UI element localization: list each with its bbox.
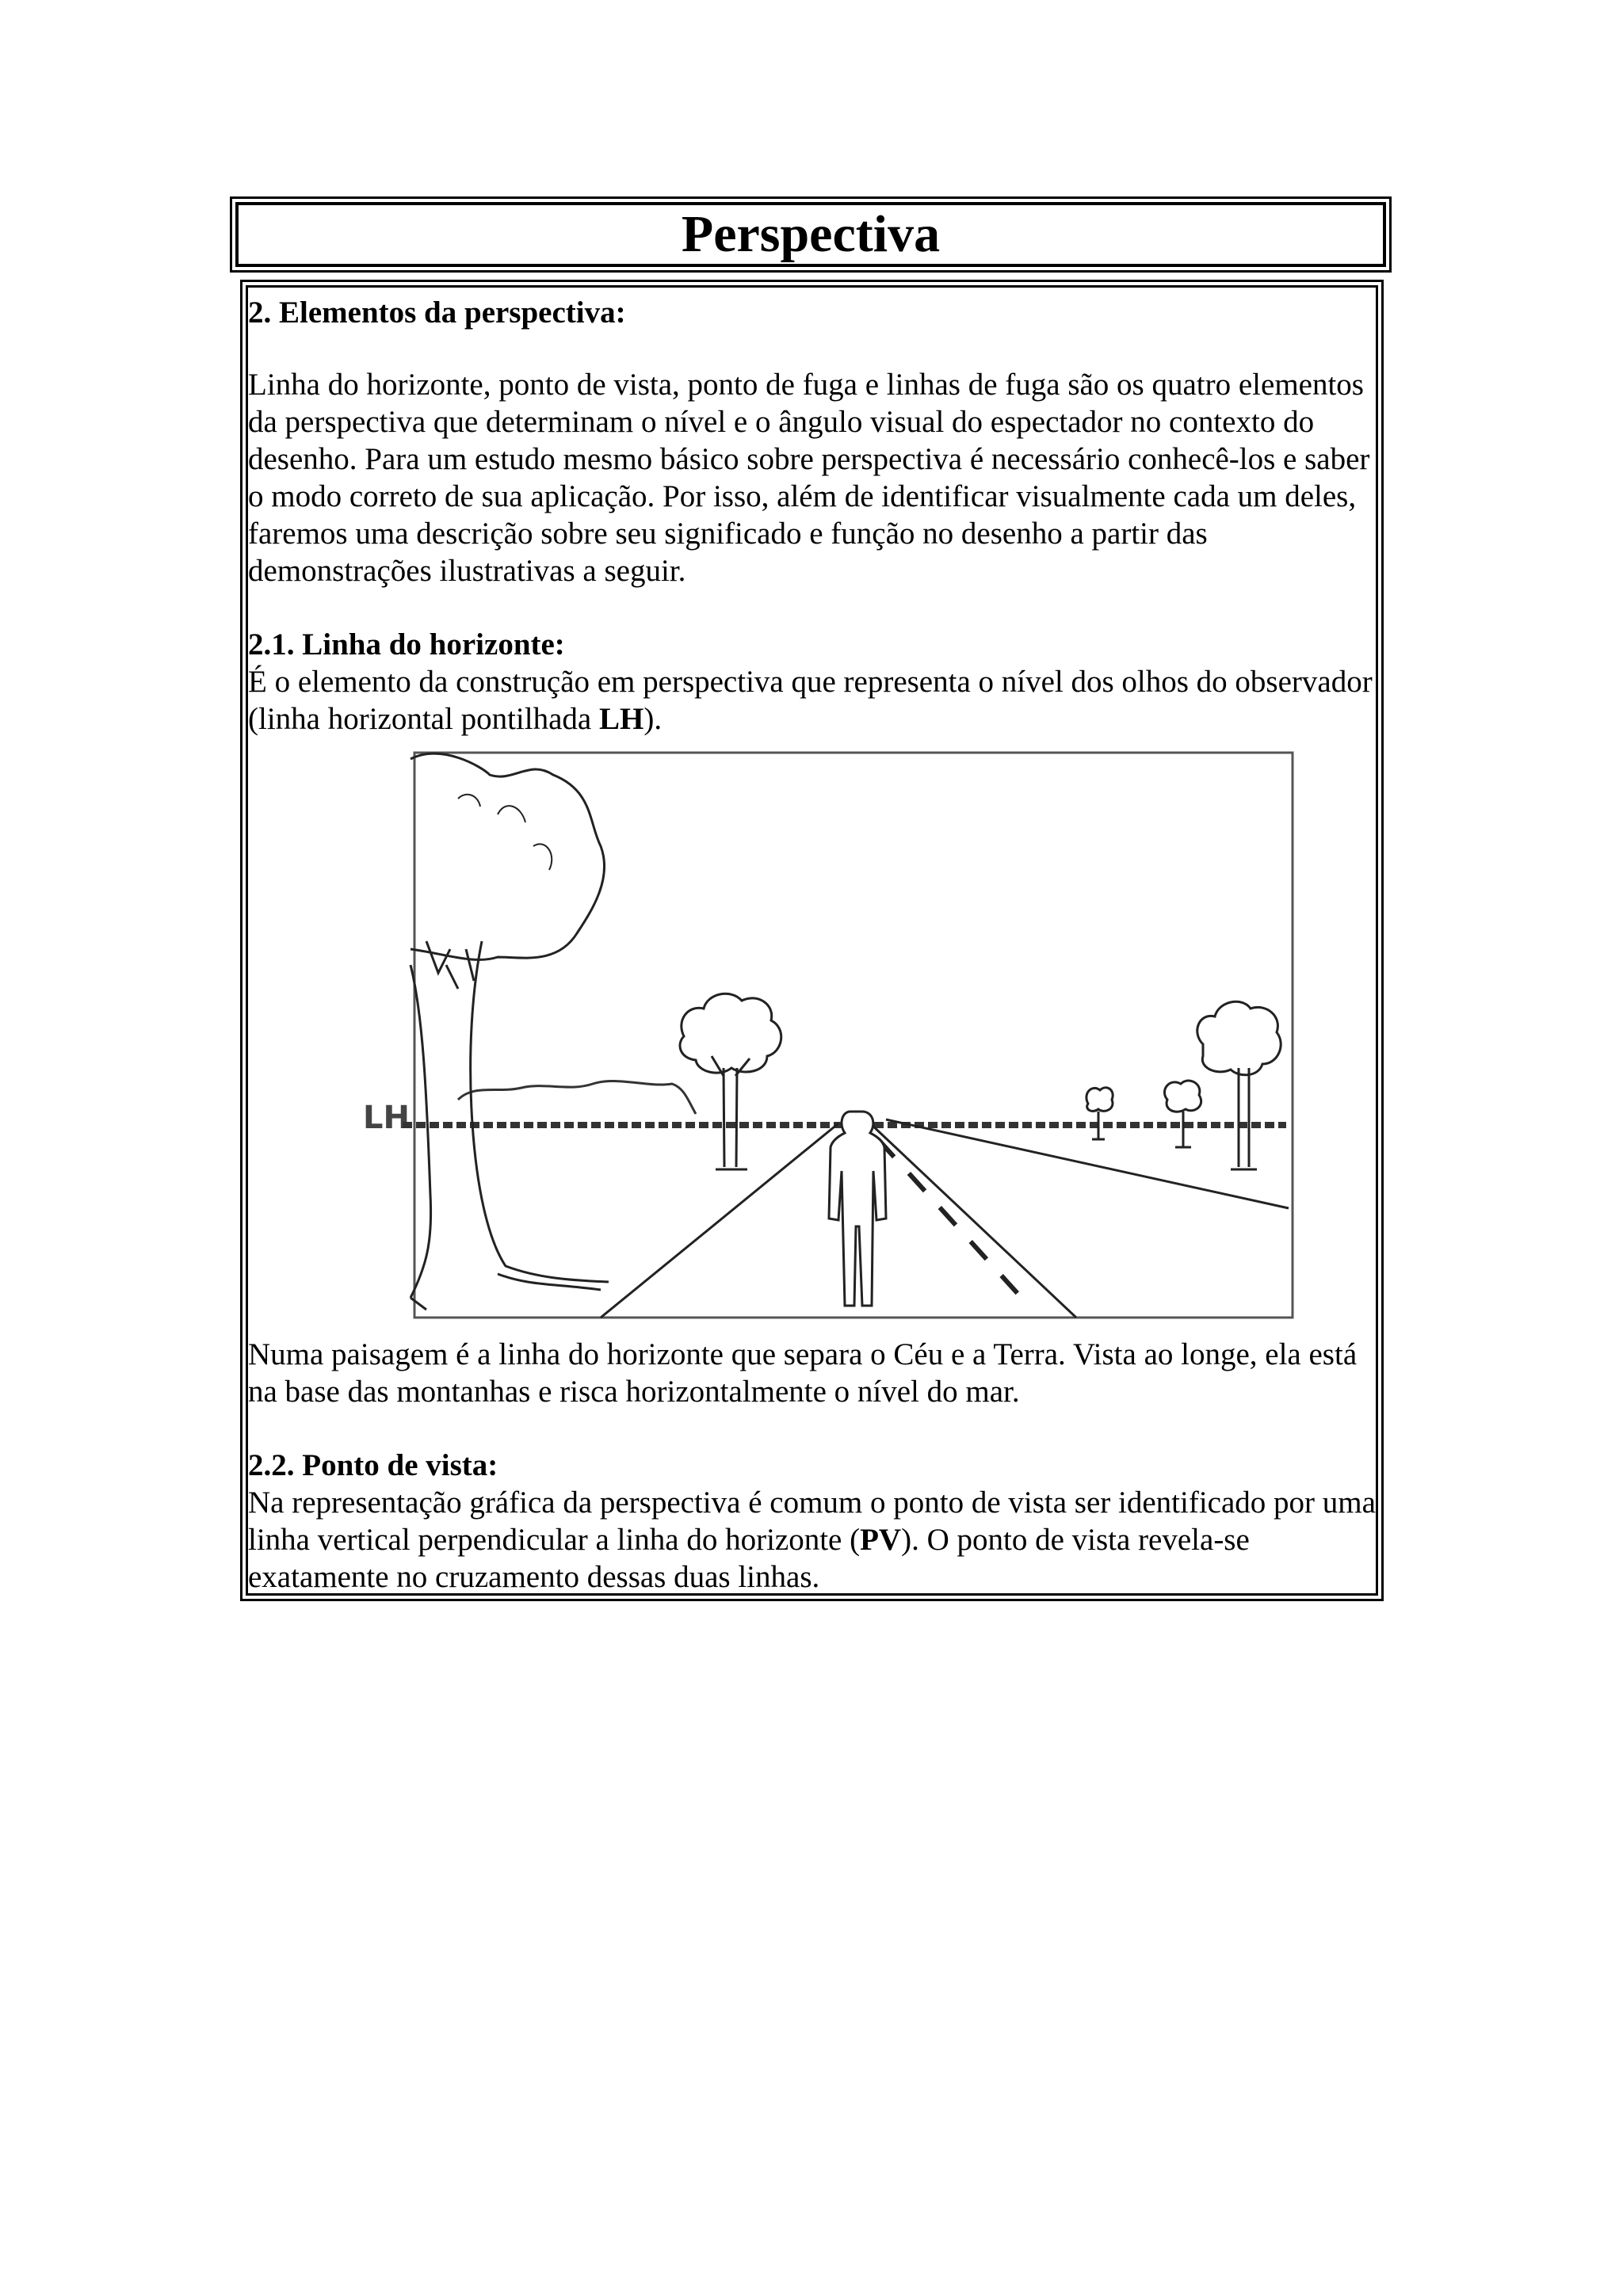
section-intro-paragraph: Linha do horizonte, ponto de vista, ponto de fuga e linhas de fuga são os quatro elementos da perspectiva que determinam o nível e o ângulo visual do espectador no contexto do desenho. Para um estudo mesmo básico sobre perspectiva é necessário conhecê-los e saber o modo correto de sua aplicação. Por isso, além de identificar visualmente cada um deles, faremos uma descrição sobre seu significado e função no desenho a partir das demonstrações ilustrativas a seguir. [248, 368, 1370, 588]
title-inner-frame [235, 202, 1386, 267]
section-heading: 2. Elementos da perspectiva: [248, 296, 626, 330]
content-frame [240, 280, 1384, 1601]
subsection-1-caption: Numa paisagem é a linha do horizonte que separa o Céu e a Terra. Vista ao longe, ela está na base das montanhas e risca horizontalmente o nível do mar. [248, 1337, 1358, 1409]
subsection-1-heading: 2.1. Linha do horizonte: [248, 627, 565, 662]
page-title: Perspectiva [681, 205, 941, 263]
subsection-1-text-before: É o elemento da construção em perspectiva que representa o nível dos olhos do observador (linha horizontal pontilhada [248, 665, 1373, 736]
title-frame [230, 196, 1392, 273]
subsection-2-heading: 2.2. Ponto de vista: [248, 1448, 498, 1482]
content-inner-frame [246, 285, 1378, 1596]
subsection-2-text-before: Na representação gráfica da perspectiva é comum o ponto de vista ser identificado por uma linha vertical perpendicular a linha do horizonte ( [248, 1486, 1376, 1557]
subsection-2-paragraph [248, 1484, 1377, 1596]
horizon-line-illustration [363, 751, 1290, 1319]
subsection-1-text-after: ). [643, 702, 663, 736]
subsection-2-bold-term: PV [860, 1523, 902, 1557]
subsection-2-text-after: ). O ponto de vista revela-se exatamente no cruzamento dessas duas linhas. [248, 1523, 1250, 1594]
subsection-1-bold-term: LH [598, 702, 644, 736]
horizon-line-label: LH [363, 1100, 410, 1136]
subsection-1-paragraph [248, 663, 1373, 738]
